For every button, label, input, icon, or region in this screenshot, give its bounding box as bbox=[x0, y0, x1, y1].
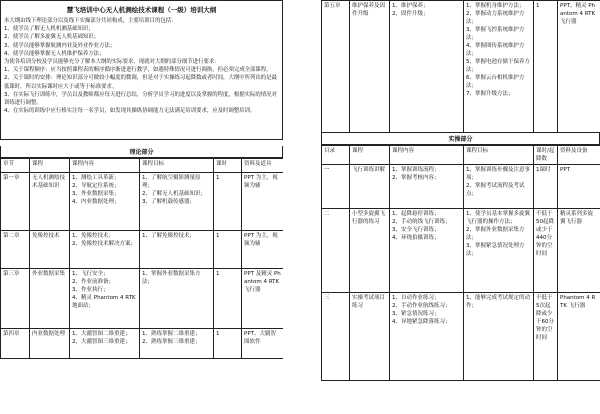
goal-cell bbox=[140, 173, 214, 231]
goal-cell-line: 2、熟练掌握三维重建； bbox=[142, 339, 201, 345]
theory-table-header bbox=[1, 159, 284, 173]
course-cell: 实操考试项目练习 bbox=[350, 293, 390, 381]
practice-header-cell: 课程 bbox=[350, 146, 390, 165]
practice-table-header bbox=[322, 146, 600, 165]
goal-cell-line: 2、掌握考试流程及考试点； bbox=[466, 183, 525, 197]
theory-header-cell: 课程 bbox=[30, 159, 70, 173]
course-cell: 外业数据采集 bbox=[30, 269, 70, 329]
goal-cell-line: 3、掌握飞控系统维护方法； bbox=[466, 27, 525, 41]
practice-header-cell: 目录 bbox=[322, 146, 350, 165]
course-cell: 内业数据处理 bbox=[30, 329, 70, 359]
intro-paragraph: 本大纲由线下理论部分以及线下实操部分共同构成，主要培训目的包括： bbox=[4, 18, 177, 24]
theory-row bbox=[1, 231, 284, 269]
hours-cell: 不低于5次起降或少于60分钟的空时间 bbox=[534, 293, 558, 381]
content-cell-line: 2、固件升级； bbox=[392, 11, 429, 17]
materials-cell: PPT 及精灵 Phantom 4 RTK 飞行器 bbox=[242, 269, 284, 329]
course-cell: 免像控技术 bbox=[30, 231, 70, 269]
index-cell: 一 bbox=[322, 165, 350, 209]
intro-box bbox=[0, 0, 283, 140]
hours-cell: 1课时 bbox=[534, 165, 558, 209]
course-cell: 飞行训练讲解 bbox=[350, 165, 390, 209]
content-cell-line: 4、环绕拍摄训练； bbox=[392, 235, 440, 241]
content-cell-line: 3、作业执行； bbox=[72, 287, 109, 293]
content-cell bbox=[70, 329, 140, 359]
goal-cell-line: 2、了解无人机基础知识； bbox=[142, 191, 207, 197]
theory-header-cell: 课程内容 bbox=[70, 159, 140, 173]
theory-header-cell: 课时 bbox=[214, 159, 242, 173]
hours-cell: 不低于50起降或少于440分钟的空时间 bbox=[534, 209, 558, 293]
content-cell-line: 2、手动作业航线练习； bbox=[392, 303, 451, 309]
theory-header-cell: 课程目标 bbox=[140, 159, 214, 173]
theory-header-cell: 资料及道具 bbox=[242, 159, 284, 173]
practice-header-cell: 课时/起降数 bbox=[534, 146, 558, 165]
intro-paragraph: 2、关于课时的安排：理论知识部分可做较小幅度的微调，但是对于实操练习起降数或者时间，大纲中所列出的是最低课时，所以实际课时应大于或等于标准要求。 bbox=[4, 75, 277, 90]
materials-cell: PPT 为主，视频为辅 bbox=[242, 231, 284, 269]
materials-cell: 精灵系列多旋翼飞行器 bbox=[558, 209, 600, 293]
intro-paragraph: 3、使学员能够掌握航测内业及外业作业方法； bbox=[4, 42, 116, 49]
practice-header-cell: 课程内容 bbox=[390, 146, 464, 165]
content-cell-line: 4、内业数据处理； bbox=[72, 199, 120, 205]
goal-cell-line: 2、掌握外业数据采集方法； bbox=[466, 227, 525, 241]
goal-cell bbox=[464, 1, 534, 133]
content-cell-line: 1、飞行安全； bbox=[72, 271, 109, 277]
goal-cell bbox=[464, 165, 534, 209]
goal-cell-line: 1、了解免像控技术； bbox=[142, 233, 195, 239]
goal-cell-line: 3、了解机载传感器； bbox=[142, 199, 195, 205]
materials-cell: PPT bbox=[558, 165, 600, 209]
content-cell-line: 2、导航定位系统； bbox=[72, 183, 120, 189]
content-cell-line: 3、安全飞行训练； bbox=[392, 227, 440, 233]
content-cell-line: 1、掌握训练流程； bbox=[392, 167, 440, 173]
intro-paragraph: 2、使学员了解多旋翼无人机基础知识； bbox=[4, 34, 100, 41]
content-cell-line: 2、作业前准备； bbox=[72, 279, 114, 285]
intro-paragraph: 为使各培训分校及学员能够充分了解本大纲的实际要求，现就对大纲的部分细节进行要求： bbox=[4, 59, 220, 66]
goal-cell-line: 6、掌握云台相机维护方法； bbox=[466, 75, 525, 89]
index-cell: 三 bbox=[322, 293, 350, 381]
index-cell: 二 bbox=[322, 209, 350, 293]
materials-cell: PPT、精灵 Phantom 4 RTK 飞行器 bbox=[558, 1, 600, 133]
content-cell bbox=[70, 231, 140, 269]
goal-cell-line: 3、掌握紧急情况处理方法； bbox=[466, 243, 525, 257]
course-cell: 小型多旋翼飞行器的练习 bbox=[350, 209, 390, 293]
chapter-cell: 第一章 bbox=[1, 173, 30, 231]
goal-cell-line: 1、使学员基本掌握多旋翼飞行器的操作方法； bbox=[466, 211, 531, 225]
course-cell: 无人机测绘技术基础知识 bbox=[30, 173, 70, 231]
intro-paragraph: 4、使学员能够掌握无人机维护保养方法； bbox=[4, 50, 105, 57]
content-cell-line: 2、手动航线飞行训练； bbox=[392, 219, 451, 225]
theory-row bbox=[1, 173, 284, 231]
materials-cell: PPT、大疆智图软件 bbox=[242, 329, 284, 359]
content-cell-line: 3、外业数据采集； bbox=[72, 191, 120, 197]
practice-section-title: 实操部分 bbox=[321, 133, 600, 145]
goal-cell-line: 1、掌握机身维护方法； bbox=[466, 3, 525, 9]
content-cell-line: 1、大疆智图二维重建； bbox=[72, 331, 131, 337]
content-cell-line: 1、起降悬停训练； bbox=[392, 211, 440, 217]
right-page bbox=[321, 0, 600, 414]
materials-cell: Phantom 4 RTK 飞行器 bbox=[558, 293, 600, 381]
intro-text bbox=[4, 17, 279, 115]
practice-row bbox=[322, 293, 600, 381]
theory-table bbox=[0, 158, 283, 359]
content-cell-line: 1、维护保养； bbox=[392, 3, 429, 9]
theory-header-cell: 章节 bbox=[1, 159, 30, 173]
hours-cell: 1 bbox=[534, 1, 558, 133]
hours-cell: 1 bbox=[214, 269, 242, 329]
content-cell-line: 2、大疆智图三维重建； bbox=[72, 339, 131, 345]
hours-cell: 1 bbox=[214, 173, 242, 231]
practice-header-cell: 课程目标 bbox=[464, 146, 534, 165]
goal-cell-line: 7、掌握升级方法； bbox=[466, 91, 514, 97]
practice-table bbox=[321, 145, 600, 381]
intro-paragraph: 3、在实际飞行训练中，学员以及教师都应每天进行总结，分析学员学习的进度以及掌握的程度，根据实际的情况对训练进行调整。 bbox=[4, 91, 277, 107]
goal-cell-line: 1、熟练掌握二维重建； bbox=[142, 331, 201, 337]
content-cell bbox=[390, 1, 464, 133]
content-cell-line: 2、免像控技术解决方案； bbox=[72, 241, 137, 247]
hours-cell: 1 bbox=[214, 329, 242, 359]
content-cell bbox=[70, 269, 140, 329]
content-cell bbox=[390, 165, 464, 209]
intro-paragraph: 1、关于课程顺序：应当按照课程表的顺序循序渐进进行教学，如遇特殊情况可进行调换，但必须完成全部课程。 bbox=[4, 67, 272, 74]
content-cell-line: 1、免像控技术； bbox=[72, 233, 114, 239]
content-cell-line: 1、测绘工具革新； bbox=[72, 175, 120, 181]
goal-cell-line: 1、了解航空摄影测量原理； bbox=[142, 175, 201, 189]
theory-row bbox=[1, 329, 284, 359]
chapter-cell: 第五章 bbox=[322, 1, 350, 133]
chapter-cell: 第二章 bbox=[1, 231, 30, 269]
materials-cell: PPT 为主，视频为辅 bbox=[242, 173, 284, 231]
goal-cell-line: 2、掌握动力系统维护方法； bbox=[466, 11, 525, 25]
content-cell bbox=[70, 173, 140, 231]
goal-cell-line: 1、掌握训练步骤及注意事项； bbox=[466, 167, 531, 181]
content-cell-line: 4、异地紧急降落练习； bbox=[392, 319, 451, 325]
theory-row bbox=[1, 269, 284, 329]
goal-cell-line: 1、掌握外业数据采集方法； bbox=[142, 271, 201, 285]
course-cell: 维护保养及固件升级 bbox=[350, 1, 390, 133]
chapter-cell: 第四章 bbox=[1, 329, 30, 359]
maintenance-table bbox=[321, 0, 600, 133]
goal-cell bbox=[464, 209, 534, 293]
document-title: 慧飞培训中心无人机测绘技术课程（一级）培训大纲 bbox=[66, 6, 217, 14]
content-cell-line: 1、自动作业练习； bbox=[392, 295, 440, 301]
content-cell-line: 2、掌握考核内容； bbox=[392, 175, 440, 181]
chapter-cell: 第三章 bbox=[1, 269, 30, 329]
content-cell bbox=[390, 209, 464, 293]
practice-row bbox=[322, 165, 600, 209]
content-cell-line: 4、精灵 Phantom 4 RTK 地面站； bbox=[72, 295, 136, 309]
goal-cell bbox=[140, 329, 214, 359]
practice-row bbox=[322, 209, 600, 293]
intro-paragraph: 4、在实际的训练中应行格实注每一名学员，如发现其操纵协调能力无法满足培训要求，应及时调整培训。 bbox=[4, 108, 256, 115]
goal-cell bbox=[140, 231, 214, 269]
maintenance-row bbox=[322, 1, 600, 133]
intro-paragraph: 1、使学员了解无人机机测基础知识； bbox=[4, 26, 94, 33]
practice-header-cell: 资料及设备 bbox=[558, 146, 600, 165]
goal-cell-line: 4、掌握图传系统维护方法； bbox=[466, 43, 525, 57]
content-cell-line: 3、紧急情况练习； bbox=[392, 311, 440, 317]
content-cell bbox=[390, 293, 464, 381]
hours-cell: 1 bbox=[214, 231, 242, 269]
left-page bbox=[0, 0, 283, 414]
goal-cell bbox=[464, 293, 534, 381]
goal-cell-line: 5、掌握电池存储于保养方法； bbox=[466, 59, 531, 73]
theory-section-title: 理论部分 bbox=[0, 146, 283, 158]
goal-cell-line: 1、能够完成考试规定的动作； bbox=[466, 295, 531, 309]
goal-cell bbox=[140, 269, 214, 329]
